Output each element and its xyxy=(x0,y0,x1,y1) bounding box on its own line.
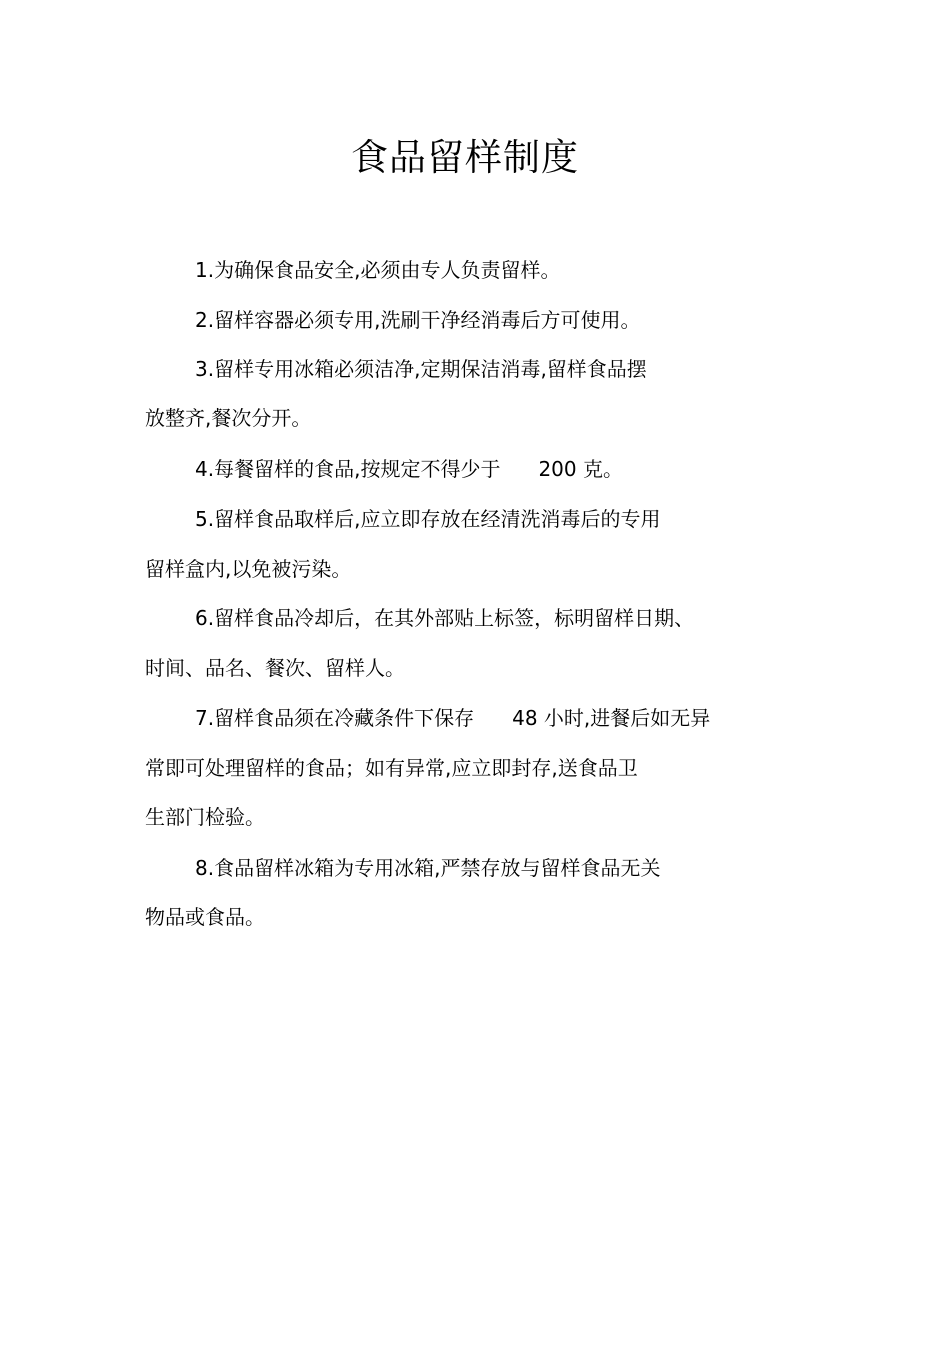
rule-2: 2.留样容器必须专用,洗刷干净经消毒后方可使用。 xyxy=(195,308,641,332)
rule-5-line-1: 5.留样食品取样后,应立即存放在经清洗消毒后的专用 xyxy=(195,507,661,531)
rule-4 xyxy=(195,454,623,484)
rule-4-text: 4.每餐留样的食品,按规定不得少于 xyxy=(195,457,501,481)
rule-3-line-1: 3.留样专用冰箱必须洁净,定期保洁消毒,留样食品摆 xyxy=(195,357,647,381)
rule-3-line-2: 放整齐,餐次分开。 xyxy=(145,406,312,430)
rule-7-line-3: 生部门检验。 xyxy=(145,805,265,829)
rule-7-text: 7.留样食品须在冷藏条件下保存 xyxy=(195,706,475,730)
rule-6-line-2: 时间、品名、餐次、留样人。 xyxy=(145,656,405,680)
rule-7-line-1 xyxy=(195,703,710,733)
rule-7-hours: 48 小时,进餐后如无异 xyxy=(512,706,711,730)
rule-7-line-2: 常即可处理留样的食品；如有异常,应立即封存,送食品卫 xyxy=(145,756,638,780)
rule-1: 1.为确保食品安全,必须由专人负责留样。 xyxy=(195,258,561,282)
rule-8-line-2: 物品或食品。 xyxy=(145,905,265,929)
rule-4-amount: 200 克。 xyxy=(538,457,623,481)
document-title: 食品留样制度 xyxy=(351,136,579,179)
rule-5-line-2: 留样盒内,以免被污染。 xyxy=(145,557,352,581)
rule-6-line-1: 6.留样食品冷却后，在其外部贴上标签，标明留样日期、 xyxy=(195,606,695,630)
rule-8-line-1: 8.食品留样冰箱为专用冰箱,严禁存放与留样食品无关 xyxy=(195,856,661,880)
